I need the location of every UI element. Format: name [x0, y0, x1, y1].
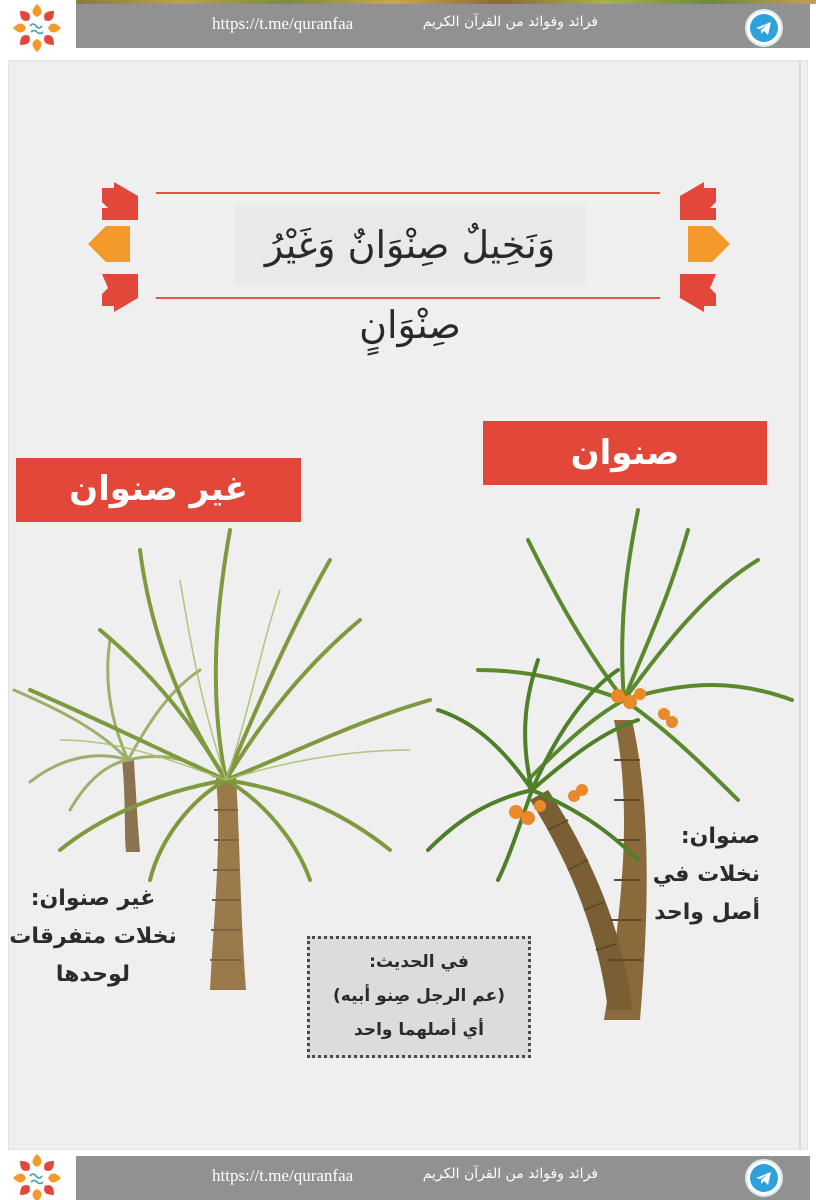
sinwan-desc-line2: نخلات في: [652, 862, 760, 887]
left-ornament: [86, 182, 142, 312]
right-ornament: [676, 182, 732, 312]
telegram-icon[interactable]: [745, 9, 783, 47]
header-channel-title: فرائد وفوائد من القرآن الكريم: [422, 14, 598, 30]
telegram-icon[interactable]: [745, 1159, 783, 1197]
card-edge: [799, 61, 801, 1149]
quran-verse: وَنَخِيلٌ صِنْوَانٌ وَغَيْرُ صِنْوَانٍ: [235, 205, 585, 285]
flower-logo-icon: [6, 2, 68, 54]
ghair-sinwan-label: غير صنوان: [16, 458, 301, 522]
ghair-sinwan-description: [8, 880, 178, 994]
sinwan-label: صنوان: [483, 421, 767, 485]
ghair-sinwan-desc-line1: غير صنوان:: [30, 886, 156, 911]
sinwan-desc-line3: أصل واحد: [654, 900, 760, 925]
verse-top-rule: [156, 192, 660, 194]
ghair-sinwan-desc-line3: لوحدها: [55, 962, 131, 987]
hadith-line1: في الحديث:: [369, 952, 469, 972]
sinwan-desc-line1: صنوان:: [680, 824, 760, 849]
ghair-sinwan-desc-line2: نخلات متفرقات: [9, 924, 177, 949]
flower-logo-icon: [6, 1152, 68, 1200]
sinwan-description: [620, 818, 760, 932]
footer-channel-title: فرائد وفوائد من القرآن الكريم: [422, 1166, 598, 1182]
hadith-line2: (عم الرجل صِنو أبيه): [333, 986, 505, 1006]
header-channel-url[interactable]: https://t.me/quranfaa: [212, 14, 354, 33]
hadith-line3: أي أصلهما واحد: [354, 1020, 484, 1040]
footer-bar: [0, 1150, 816, 1200]
header-bar: [0, 0, 816, 56]
footer-channel-url[interactable]: https://t.me/quranfaa: [212, 1166, 354, 1185]
hadith-box: [307, 936, 531, 1058]
